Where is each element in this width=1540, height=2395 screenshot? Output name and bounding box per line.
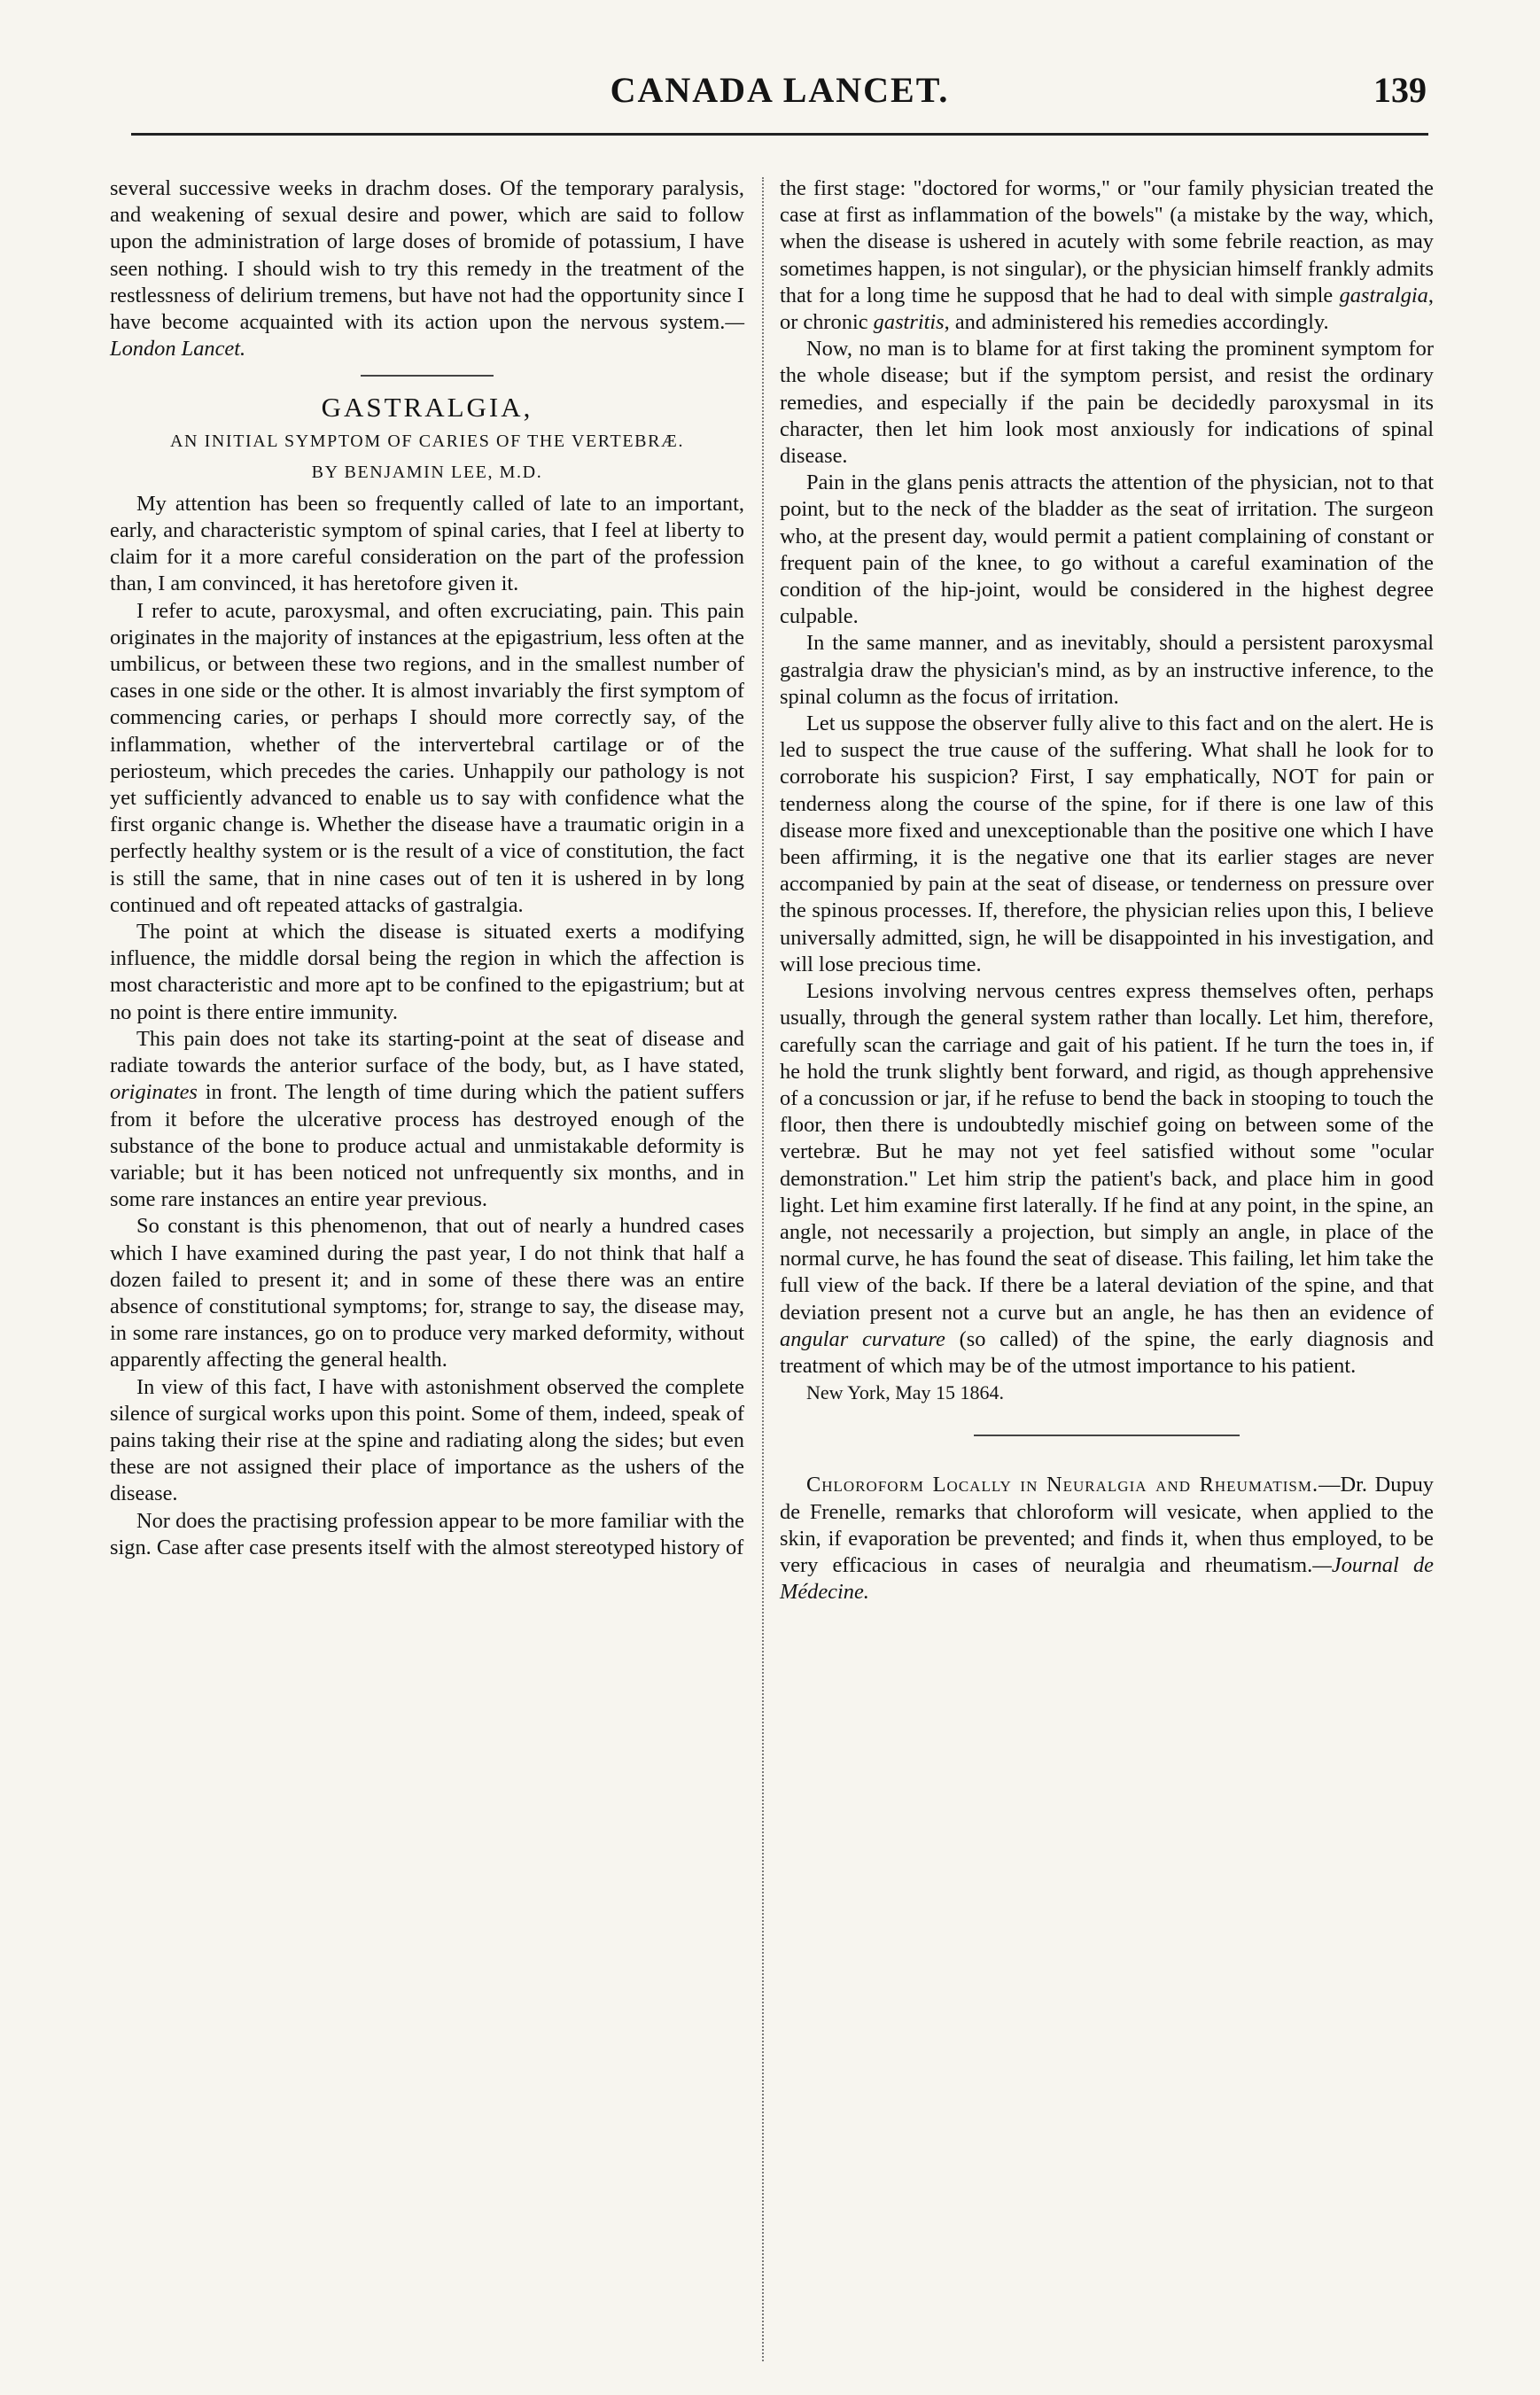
emphasis: originates bbox=[110, 1080, 198, 1105]
emphasis: angular curvature bbox=[780, 1326, 945, 1351]
paragraph-text: , and administered his remedies accordingly. bbox=[944, 310, 1329, 335]
news-note bbox=[780, 1472, 1434, 1606]
paragraph-text: Let us suppose the observer fully alive to this fact and on the alert. He is led to suspect the true cause of the suffering. What shall he look for to corroborate his suspicion? First, I say emphatically, bbox=[780, 712, 1434, 789]
continued-paragraph bbox=[110, 175, 744, 362]
paragraph-text: , or chronic bbox=[780, 283, 1434, 335]
paragraph-text: the first stage: "doctored for worms," or "our family physician treated the case at first as inflammation of the bowels" (a mistake by the way, which, when the disease is ushered in acutely with some febrile reaction, as may sometimes happen, is not singular), or the physician himself frankly admits that for a long time he supposd that he had to deal with simple bbox=[780, 176, 1434, 307]
body-paragraph: I refer to acute, paroxysmal, and often excruciating, pain. This pain originates in the majority of instances at the epigastrium, less often at the umbilicus, or between these two regions, and in the smallest number of cases in one side or the other. It is almost invariably the first symptom of commencing caries, or perhaps I should more correctly say, of the inflammation, whether of the intervertebral cartilage or of the periosteum, which precedes the caries. Unhappily our pathology is not yet sufficiently advanced to enable us to say with confidence what the first organic change is. Whether the disease have a traumatic origin in a perfectly healthy system or is the result of a vice of constitution, the fact is still the same, that in nine cases out of ten it is ushered in by long continued and oft repeated attacks of gastralgia. bbox=[110, 598, 744, 917]
note-lead: Chloroform Locally in Neuralgia and Rheumatism. bbox=[806, 1473, 1319, 1497]
column-divider bbox=[762, 177, 764, 2361]
body-paragraph: Now, no man is to blame for at first taking the prominent symptom for the whole disease; but if the symptom persist, and resist the ordinary remedies, and especially if the pain be decidedly paroxysmal in its character, then let him look most anxiously for indications of spinal disease. bbox=[780, 337, 1434, 469]
header-rule bbox=[131, 133, 1428, 136]
body-paragraph bbox=[110, 1026, 744, 1213]
dateline: New York, May 15 1864. bbox=[806, 1381, 1005, 1404]
paragraph-text: in front. The length of time during which the patient suffers from it before the ulcerative process has destroyed enough of the substance of the bone to produce actual and unmistakable deformity is variable; but it has been noticed not unfrequently six months, and in some rare instances an entire year previous. bbox=[110, 1080, 744, 1212]
emphasis: gastritis bbox=[873, 310, 945, 335]
emphasis-caps: NOT bbox=[1272, 765, 1319, 789]
body-paragraph: Nor does the practising profession appear to be more familiar with the sign. Case after case presents itself with the almost stereotyped history of bbox=[110, 1508, 744, 1559]
body-paragraph bbox=[780, 175, 1434, 336]
body-paragraph: Pain in the glans penis attracts the attention of the physician, not to that point, but to the neck of the bladder as the seat of irritation. The surgeon who, at the present day, would permit a patient complaining of constant or frequent pain of the knee, to go without a careful examination of the condition of the hip-joint, would be considered in the highest degree culpable. bbox=[780, 470, 1434, 629]
source-citation: —London Lancet. bbox=[110, 310, 744, 362]
paragraph-text: (so called) of the spine, the early diagnosis and treatment of which may be of the utmost importance to his patient. bbox=[780, 1326, 1434, 1378]
byline: BY BENJAMIN LEE, M.D. bbox=[311, 462, 543, 482]
body-paragraph bbox=[780, 978, 1434, 1380]
body-paragraph: In the same manner, and as inevitably, should a persistent paroxysmal gastralgia draw the physician's mind, as by an instructive inference, to the spinal column as the focus of irritation. bbox=[780, 631, 1434, 709]
section-rule bbox=[361, 375, 494, 377]
paragraph-text: for pain or tenderness along the course of the spine, for if there is one law of this disease more fixed and unexceptionable than the positive one which I have been affirming, it is the negative one that its earlier stages are never accompanied by pain at the seat of disease, or tenderness on pressure over the spinous processes. If, therefore, the physician relies upon this, I believe universally admitted, sign, he will be disappointed in his investigation, and will lose precious time. bbox=[780, 765, 1435, 976]
article-subtitle: AN INITIAL SYMPTOM OF CARIES OF THE VERTEBRÆ. bbox=[169, 431, 685, 451]
body-paragraph: In view of this fact, I have with astonishment observed the complete silence of surgical works upon this point. Some of them, indeed, speak of pains taking their rise at the spine and radiating along the sides; but even these are not assigned their place of importance as the ushers of the disease. bbox=[110, 1374, 744, 1506]
running-title: CANADA LANCET. bbox=[610, 70, 950, 110]
note-text: —Dr. Dupuy de Frenelle, remarks that chloroform will vesicate, when applied to the skin, if evaporation be prevented; and finds it, when thus employed, to be very efficacious in cases of neuralgia and rheumatism. bbox=[780, 1473, 1434, 1577]
body-paragraph: So constant is this phenomenon, that out of nearly a hundred cases which I have examined during the past year, I do not think that half a dozen failed to present it; and in some of these there was an entire absence of constitutional symptoms; for, strange to say, the disease may, in some rare instances, go on to produce very marked deformity, without apparently affecting the general health. bbox=[110, 1214, 744, 1372]
emphasis: gastralgia bbox=[1339, 283, 1428, 307]
body-paragraph: The point at which the disease is situated exerts a modifying influence, the middle dorsal being the region in which the affection is most characteristic and more apt to be confined to the epigastrium; but at no point is there entire immunity. bbox=[110, 920, 744, 1024]
left-column bbox=[110, 175, 744, 1561]
paragraph-text: Lesions involving nervous centres express themselves often, perhaps usually, through the general system rather than locally. Let him, therefore, carefully scan the carriage and gait of his patient. If he turn the toes in, if he hold the trunk slightly bent forward, and rigid, as though apprehensive of a concussion or jar, if he refuse to bend the back in stooping to touch the floor, then there is undoubtedly mischief going on between some of the vertebræ. But he may not yet feel satisfied without some "ocular demonstration." Let him strip the patient's back, and place him in good light. Let him examine first laterally. If he find at any point, in the spine, an angle, not necessarily a projection, but simply an angle, in place of the normal curve, he has found the seat of disease. This failing, let him take the full view of the back. If there be a lateral deviation of the spine, and that deviation present not a curve but an angle, he has then an evidence of bbox=[780, 979, 1434, 1325]
continued-text: several successive weeks in drachm doses. Of the temporary paralysis, and weakening of sexual desire and power, which are said to follow upon the administration of large doses of bromide of potassium, I have seen nothing. I should wish to try this remedy in the treatment of the restlessness of delirium tremens, but have not had the opportunity since I have become acquainted with its action upon the nervous system. bbox=[110, 176, 744, 335]
body-paragraph: My attention has been so frequently called of late to an important, early, and characteristic symptom of spinal caries, that I feel at liberty to claim for it a more careful consideration on the part of the profession than, I am convinced, it has heretofore given it. bbox=[110, 491, 744, 596]
running-head bbox=[133, 69, 1427, 119]
section-rule bbox=[974, 1435, 1240, 1436]
paragraph-text: This pain does not take its starting-point at the seat of disease and radiate towards the anterior surface of the body, but, as I have stated, bbox=[110, 1026, 744, 1078]
note-source: —Journal de Médecine. bbox=[780, 1552, 1434, 1605]
body-paragraph bbox=[780, 711, 1434, 978]
article-title: GASTRALGIA, bbox=[321, 392, 533, 424]
right-column bbox=[780, 175, 1434, 1606]
page-number: 139 bbox=[1373, 70, 1427, 110]
